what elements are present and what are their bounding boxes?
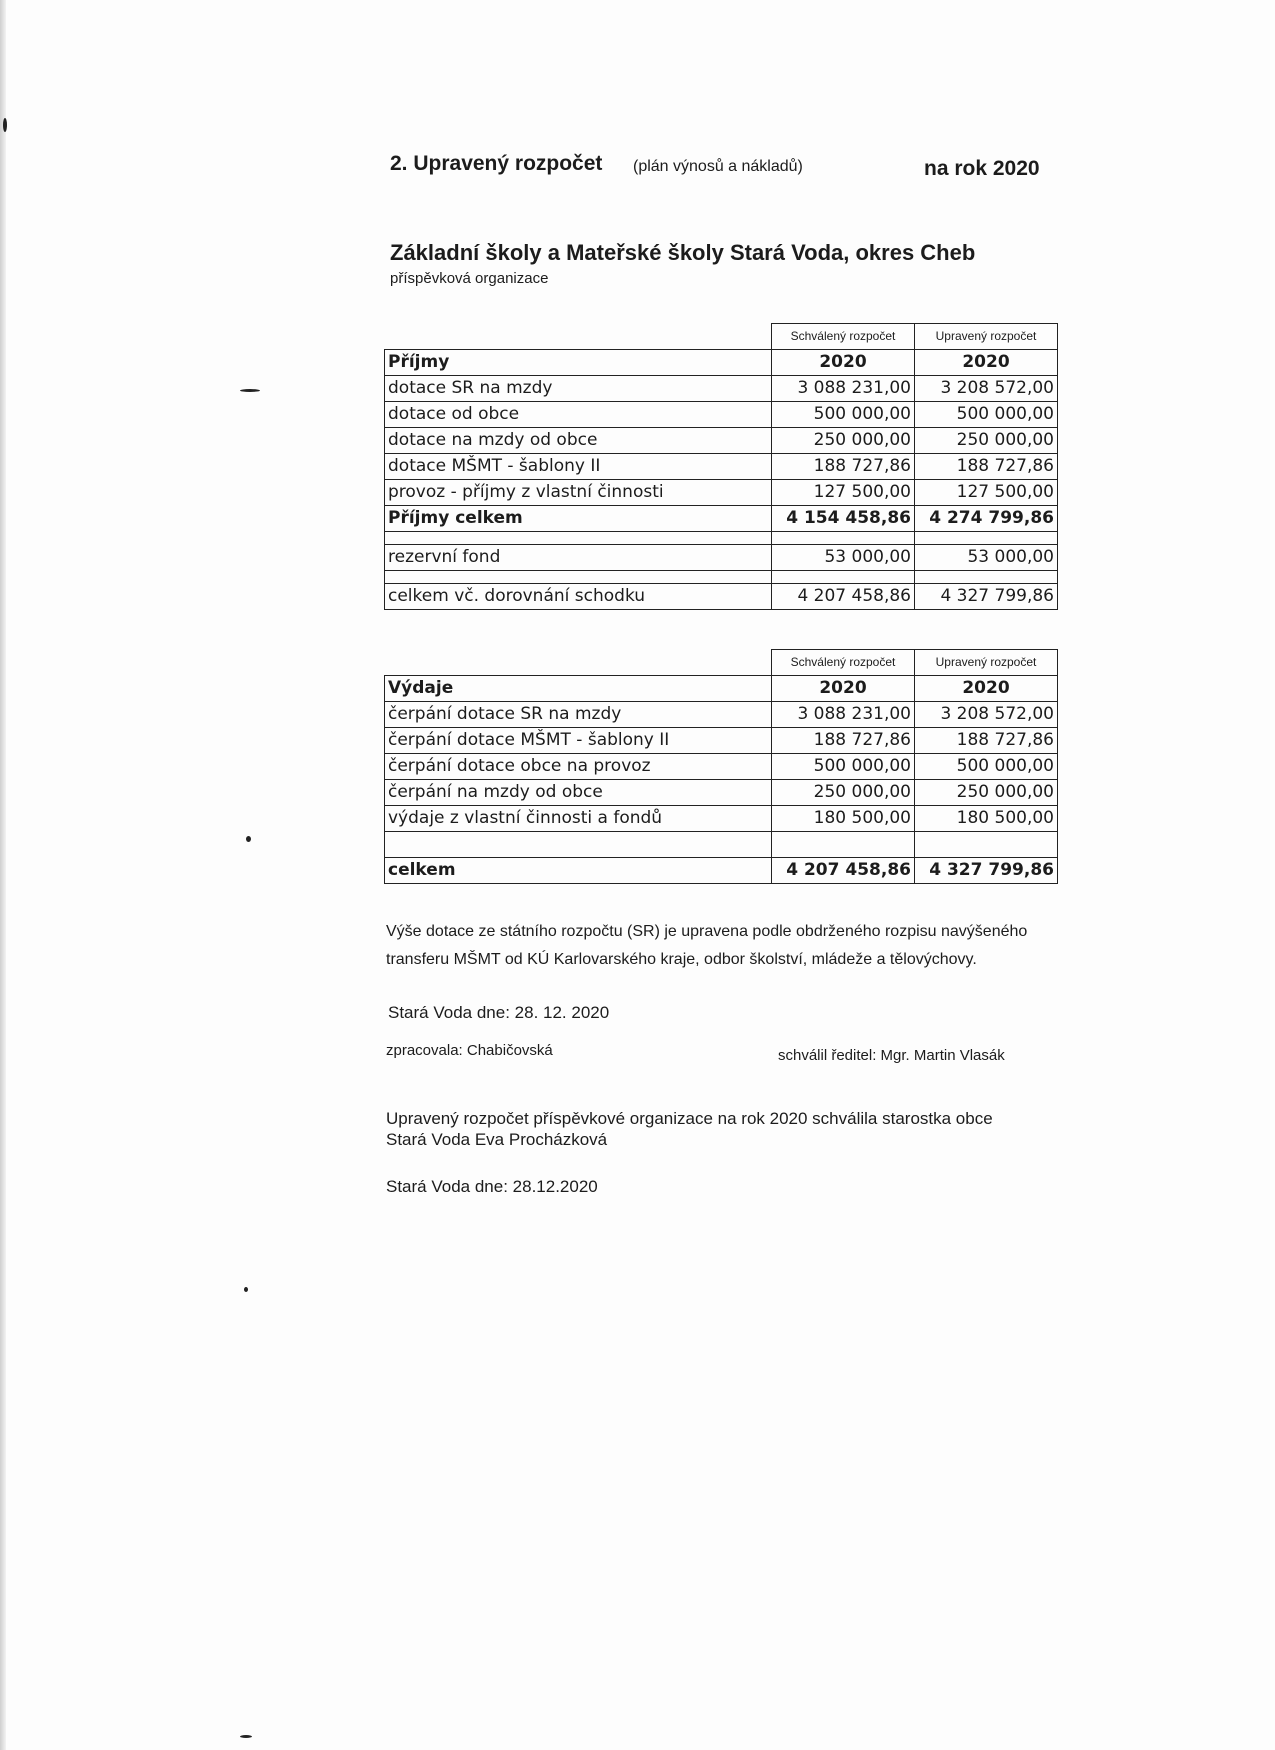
income-total-row — [385, 505, 1058, 531]
reserve-fund-row — [385, 544, 1058, 570]
adjusted-value: 188 727,86 — [915, 727, 1058, 753]
adjusted-value: 180 500,00 — [915, 805, 1058, 831]
row-label: Příjmy celkem — [385, 505, 772, 531]
scan-speck — [3, 118, 7, 132]
expense-total-row — [385, 857, 1058, 883]
approved-value: 180 500,00 — [772, 805, 915, 831]
approved-year: 2020 — [772, 675, 915, 701]
row-label: čerpání na mzdy od obce — [385, 779, 772, 805]
subsidy-note: Výše dotace ze státního rozpočtu (SR) je upravena podle obdrženého rozpisu navýšeného transferu MŠMT od KÚ Karlovarského kraje, odbor školství, mládeže a tělovýchovy. — [386, 923, 1028, 968]
row-label: dotace MŠMT - šablony II — [385, 453, 772, 479]
spacer-row — [385, 531, 1058, 544]
scan-speck — [246, 836, 251, 842]
table-row — [385, 701, 1058, 727]
approved-by-director: schválil ředitel: Mgr. Martin Vlasák — [778, 1047, 1005, 1064]
empty-cell — [385, 650, 772, 676]
adjusted-value: 3 208 572,00 — [915, 375, 1058, 401]
adjusted-year: 2020 — [915, 349, 1058, 375]
row-label: dotace SR na mzdy — [385, 375, 772, 401]
scan-speck — [244, 1287, 248, 1292]
scan-speck — [240, 1735, 252, 1738]
table-row — [385, 779, 1058, 805]
approved-value: 250 000,00 — [772, 779, 915, 805]
income-section-label: Příjmy — [385, 349, 772, 375]
table-row — [385, 479, 1058, 505]
expense-section-label: Výdaje — [385, 675, 772, 701]
table-row — [385, 753, 1058, 779]
row-label: čerpání dotace MŠMT - šablony II — [385, 727, 772, 753]
row-label: rezervní fond — [385, 544, 772, 570]
adjusted-value: 127 500,00 — [915, 479, 1058, 505]
approved-value: 188 727,86 — [772, 453, 915, 479]
approved-value: 3 088 231,00 — [772, 375, 915, 401]
empty-cell — [385, 324, 772, 350]
empty-row — [385, 831, 1058, 857]
table-row — [385, 805, 1058, 831]
organization-type: příspěvková organizace — [390, 270, 549, 287]
row-label: čerpání dotace SR na mzdy — [385, 701, 772, 727]
table-row — [385, 427, 1058, 453]
document-year: na rok 2020 — [924, 157, 1040, 180]
approved-value: 4 154 458,86 — [772, 505, 915, 531]
approved-year: 2020 — [772, 349, 915, 375]
adjusted-value: 4 274 799,86 — [915, 505, 1058, 531]
row-label: čerpání dotace obce na provoz — [385, 753, 772, 779]
approved-value: 500 000,00 — [772, 753, 915, 779]
approved-value: 188 727,86 — [772, 727, 915, 753]
income-table — [384, 323, 1058, 610]
document-subtitle: (plán výnosů a nákladů) — [633, 158, 803, 175]
spacer-row — [385, 570, 1058, 583]
table-row — [385, 375, 1058, 401]
adjusted-value: 250 000,00 — [915, 427, 1058, 453]
row-label: celkem — [385, 857, 772, 883]
processed-by: zpracovala: Chabičovská — [386, 1042, 553, 1059]
approved-value: 4 207 458,86 — [772, 857, 915, 883]
expense-column-headers — [385, 650, 1058, 676]
approved-value: 127 500,00 — [772, 479, 915, 505]
row-label: dotace na mzdy od obce — [385, 427, 772, 453]
approved-budget-header: Schválený rozpočet — [772, 324, 915, 350]
expense-table — [384, 649, 1058, 884]
approved-budget-header: Schválený rozpočet — [772, 650, 915, 676]
organization-name: Základní školy a Mateřské školy Stará Voda, okres Cheb — [390, 240, 976, 265]
adjusted-value: 500 000,00 — [915, 401, 1058, 427]
expense-section-row — [385, 675, 1058, 701]
approved-value: 500 000,00 — [772, 401, 915, 427]
table-row — [385, 401, 1058, 427]
adjusted-budget-header: Upravený rozpočet — [915, 324, 1058, 350]
scan-speck — [240, 389, 260, 392]
approved-value: 53 000,00 — [772, 544, 915, 570]
row-label: celkem vč. dorovnání schodku — [385, 583, 772, 609]
income-column-headers — [385, 324, 1058, 350]
adjusted-value: 4 327 799,86 — [915, 583, 1058, 609]
row-label: provoz - příjmy z vlastní činnosti — [385, 479, 772, 505]
grand-total-row — [385, 583, 1058, 609]
scan-edge — [0, 0, 6, 1750]
approved-value: 4 207 458,86 — [772, 583, 915, 609]
adjusted-value: 4 327 799,86 — [915, 857, 1058, 883]
approval-statement: Upravený rozpočet příspěvkové organizace na rok 2020 schválila starostka obce Stará Voda Eva Procházková — [386, 1109, 993, 1149]
row-label: výdaje z vlastní činnosti a fondů — [385, 805, 772, 831]
approved-value: 250 000,00 — [772, 427, 915, 453]
adjusted-budget-header: Upravený rozpočet — [915, 650, 1058, 676]
table-row — [385, 453, 1058, 479]
income-section-row — [385, 349, 1058, 375]
place-date: Stará Voda dne: 28. 12. 2020 — [388, 1003, 610, 1022]
adjusted-year: 2020 — [915, 675, 1058, 701]
adjusted-value: 188 727,86 — [915, 453, 1058, 479]
adjusted-value: 53 000,00 — [915, 544, 1058, 570]
approved-value: 3 088 231,00 — [772, 701, 915, 727]
adjusted-value: 250 000,00 — [915, 779, 1058, 805]
adjusted-value: 500 000,00 — [915, 753, 1058, 779]
table-row — [385, 727, 1058, 753]
row-label: dotace od obce — [385, 401, 772, 427]
document-title: 2. Upravený rozpočet — [390, 152, 603, 175]
place-date-2: Stará Voda dne: 28.12.2020 — [386, 1177, 598, 1196]
adjusted-value: 3 208 572,00 — [915, 701, 1058, 727]
